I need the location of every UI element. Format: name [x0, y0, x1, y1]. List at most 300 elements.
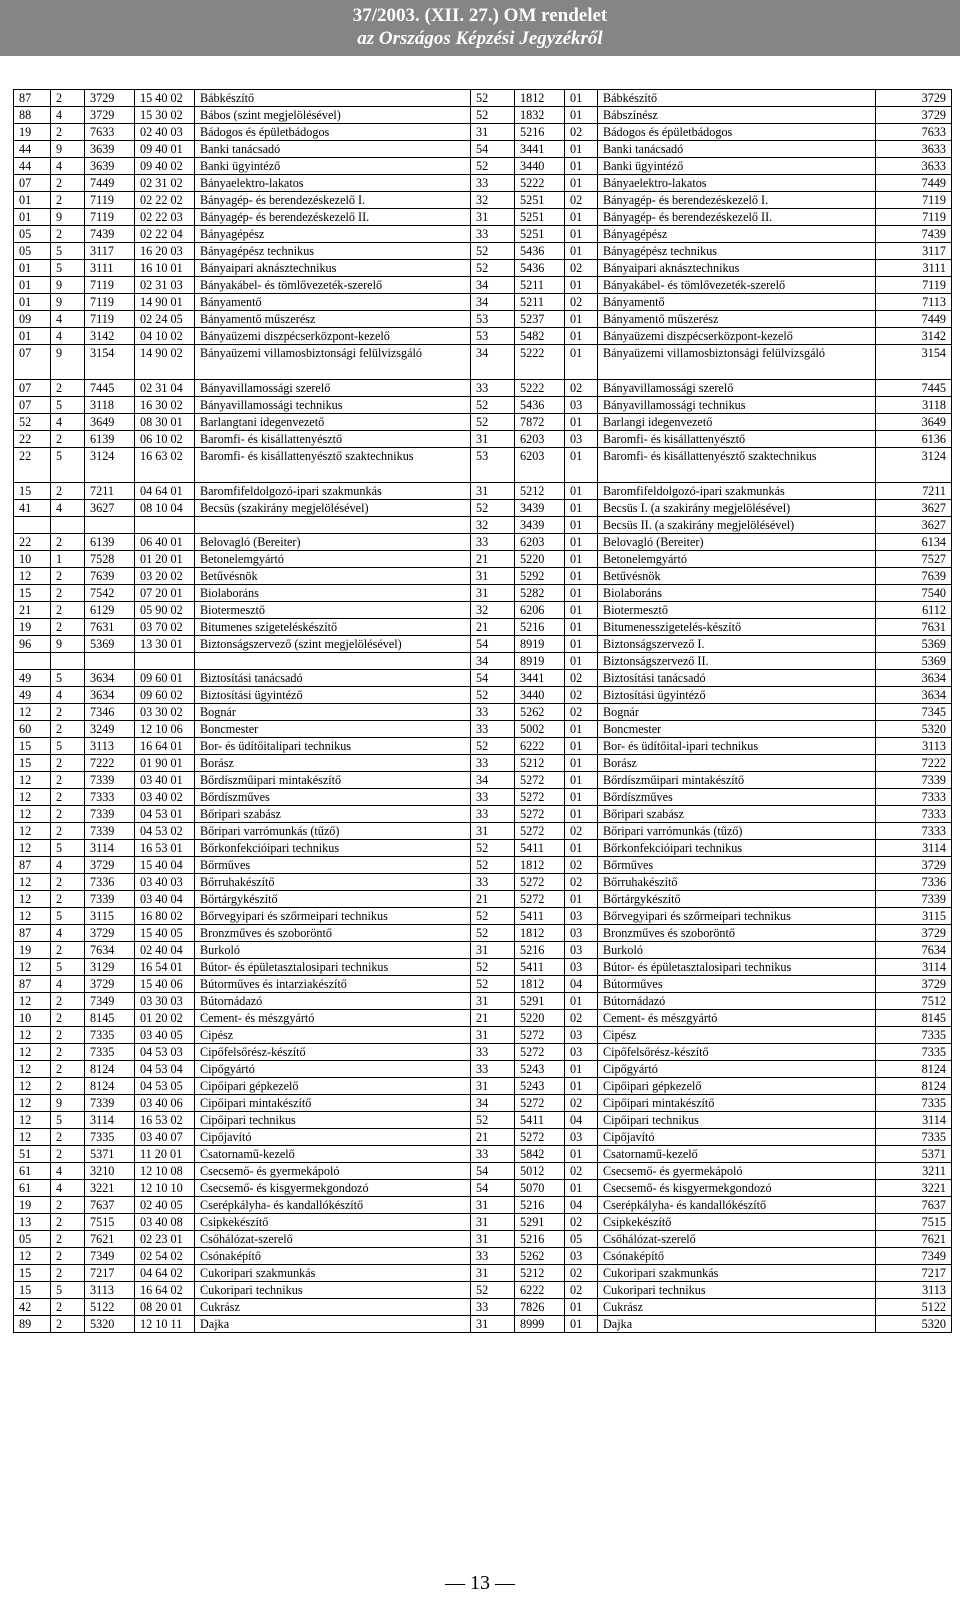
cell-col-code: [135, 653, 195, 670]
table-row: [14, 755, 952, 772]
cell-col-e: 5216: [515, 1231, 565, 1248]
cell-col-e: 1812: [515, 90, 565, 107]
cell-col-feor: 7336: [876, 874, 952, 891]
table-row: [14, 602, 952, 619]
cell-col-b: 2: [51, 806, 85, 823]
table-row: [14, 483, 952, 500]
cell-col-b: 2: [51, 1010, 85, 1027]
cell-col-e: 6222: [515, 1282, 565, 1299]
cell-col-e: 5216: [515, 1197, 565, 1214]
cell-col-name-old: Bányavillamossági technikus: [195, 397, 471, 414]
cell-col-b: 9: [51, 294, 85, 311]
cell-col-f: 01: [565, 328, 598, 345]
cell-col-f: 01: [565, 585, 598, 602]
cell-col-b: 2: [51, 483, 85, 500]
cell-col-d: 33: [471, 175, 515, 192]
cell-col-c: 7333: [85, 789, 135, 806]
cell-col-d: 33: [471, 1299, 515, 1316]
cell-col-code: 04 53 03: [135, 1044, 195, 1061]
cell-col-feor: 7637: [876, 1197, 952, 1214]
cell-col-c: 3210: [85, 1163, 135, 1180]
cell-col-code: 12 10 10: [135, 1180, 195, 1197]
cell-col-e: 5842: [515, 1146, 565, 1163]
cell-col-name-old: Bőrdíszműipari mintakészítő: [195, 772, 471, 789]
cell-col-name-new: Bőrdíszműves: [598, 789, 876, 806]
cell-col-feor: 7449: [876, 311, 952, 328]
cell-col-f: 02: [565, 260, 598, 277]
table-row: [14, 141, 952, 158]
cell-col-b: 2: [51, 789, 85, 806]
cell-col-code: 15 30 02: [135, 107, 195, 124]
cell-col-name-new: Cukoripari szakmunkás: [598, 1265, 876, 1282]
cell-col-c: 7542: [85, 585, 135, 602]
cell-col-name-old: Bútornádazó: [195, 993, 471, 1010]
cell-col-name-old: Bányagép- és berendezéskezelő I.: [195, 192, 471, 209]
cell-col-name-new: Bőrkonfekcióipari technikus: [598, 840, 876, 857]
cell-col-b: [51, 653, 85, 670]
cell-col-f: 01: [565, 141, 598, 158]
cell-col-d: 33: [471, 226, 515, 243]
cell-col-b: 4: [51, 311, 85, 328]
cell-col-c: 8124: [85, 1061, 135, 1078]
cell-col-a: 12: [14, 840, 51, 857]
cell-col-name-old: Bőrkonfekcióipari technikus: [195, 840, 471, 857]
cell-col-name-old: Bányaüzemi diszpécserközpont-kezelő: [195, 328, 471, 345]
cell-col-name-old: Bronzműves és szoboröntő: [195, 925, 471, 942]
table-row: [14, 1044, 952, 1061]
cell-col-f: 01: [565, 448, 598, 483]
cell-col-c: 3639: [85, 158, 135, 175]
cell-col-code: 03 40 08: [135, 1214, 195, 1231]
cell-col-e: 5291: [515, 1214, 565, 1231]
cell-col-a: 15: [14, 755, 51, 772]
cell-col-f: 01: [565, 90, 598, 107]
cell-col-e: 5220: [515, 1010, 565, 1027]
cell-col-name-old: Bor- és üdítőitalipari technikus: [195, 738, 471, 755]
cell-col-f: 03: [565, 1027, 598, 1044]
cell-col-d: 52: [471, 500, 515, 517]
cell-col-name-old: Bányagépész: [195, 226, 471, 243]
cell-col-a: 12: [14, 806, 51, 823]
cell-col-name-new: Bronzműves és szoboröntő: [598, 925, 876, 942]
cell-col-d: 52: [471, 107, 515, 124]
cell-col-a: 10: [14, 551, 51, 568]
cell-col-b: 2: [51, 1214, 85, 1231]
table-row: [14, 993, 952, 1010]
table-row: [14, 874, 952, 891]
cell-col-d: 31: [471, 1316, 515, 1333]
cell-col-name-new: Bútorműves: [598, 976, 876, 993]
table-row: [14, 1265, 952, 1282]
cell-col-a: 49: [14, 670, 51, 687]
cell-col-feor: 3634: [876, 670, 952, 687]
cell-col-name-old: Biztosítási tanácsadó: [195, 670, 471, 687]
table-row: [14, 243, 952, 260]
cell-col-code: 06 40 01: [135, 534, 195, 551]
cell-col-name-new: Banki ügyintéző: [598, 158, 876, 175]
cell-col-d: 31: [471, 124, 515, 141]
cell-col-name-new: Biztonságszervező II.: [598, 653, 876, 670]
table-row: [14, 1129, 952, 1146]
cell-col-c: 3639: [85, 141, 135, 158]
cell-col-c: 3221: [85, 1180, 135, 1197]
cell-col-code: 07 20 01: [135, 585, 195, 602]
cell-col-feor: 3114: [876, 840, 952, 857]
cell-col-feor: 3115: [876, 908, 952, 925]
cell-col-name-new: Bányavillamossági szerelő: [598, 380, 876, 397]
cell-col-code: 02 22 03: [135, 209, 195, 226]
cell-col-name-new: Bor- és üdítőital-ipari technikus: [598, 738, 876, 755]
cell-col-name-old: Cipőfelsőrész-készítő: [195, 1044, 471, 1061]
cell-col-b: 4: [51, 976, 85, 993]
cell-col-e: 5282: [515, 585, 565, 602]
cell-col-code: 16 54 01: [135, 959, 195, 976]
cell-col-b: 5: [51, 959, 85, 976]
cell-col-f: 01: [565, 1078, 598, 1095]
cell-col-a: 88: [14, 107, 51, 124]
cell-col-feor: 5320: [876, 1316, 952, 1333]
cell-col-c: 7445: [85, 380, 135, 397]
table-row: [14, 738, 952, 755]
cell-col-b: [51, 517, 85, 534]
cell-col-f: 01: [565, 1299, 598, 1316]
cell-col-d: 31: [471, 585, 515, 602]
cell-col-d: 52: [471, 1112, 515, 1129]
cell-col-name-old: Bútor- és épületasztalosipari technikus: [195, 959, 471, 976]
cell-col-feor: 3113: [876, 1282, 952, 1299]
cell-col-a: 41: [14, 500, 51, 517]
cell-col-b: 5: [51, 1112, 85, 1129]
cell-col-b: 9: [51, 345, 85, 380]
cell-col-f: 02: [565, 823, 598, 840]
table-row: [14, 840, 952, 857]
cell-col-d: 33: [471, 1146, 515, 1163]
cell-col-c: 3114: [85, 1112, 135, 1129]
cell-col-f: 01: [565, 500, 598, 517]
table-row: [14, 345, 952, 380]
cell-col-a: 12: [14, 959, 51, 976]
cell-col-a: 22: [14, 448, 51, 483]
cell-col-f: 01: [565, 158, 598, 175]
cell-col-b: 2: [51, 90, 85, 107]
table-row: [14, 1231, 952, 1248]
cell-col-b: 2: [51, 226, 85, 243]
table-row: [14, 226, 952, 243]
cell-col-feor: 7211: [876, 483, 952, 500]
cell-col-d: 31: [471, 209, 515, 226]
cell-col-f: 03: [565, 397, 598, 414]
cell-col-c: [85, 653, 135, 670]
cell-col-code: 02 31 03: [135, 277, 195, 294]
cell-col-d: 31: [471, 1265, 515, 1282]
cell-col-code: 02 22 04: [135, 226, 195, 243]
cell-col-name-new: Csőhálózat-szerelő: [598, 1231, 876, 1248]
cell-col-b: 9: [51, 141, 85, 158]
cell-col-b: 5: [51, 243, 85, 260]
cell-col-e: 5436: [515, 260, 565, 277]
cell-col-feor: 3221: [876, 1180, 952, 1197]
cell-col-b: 1: [51, 551, 85, 568]
cell-col-e: 5482: [515, 328, 565, 345]
cell-col-name-new: Biolaboráns: [598, 585, 876, 602]
cell-col-b: 4: [51, 687, 85, 704]
cell-col-e: 5411: [515, 908, 565, 925]
cell-col-code: 16 64 01: [135, 738, 195, 755]
table-row: [14, 908, 952, 925]
cell-col-a: 12: [14, 1112, 51, 1129]
cell-col-name-old: Bányamentő műszerész: [195, 311, 471, 328]
cell-col-a: 22: [14, 431, 51, 448]
cell-col-name-new: Dajka: [598, 1316, 876, 1333]
cell-col-e: 5251: [515, 209, 565, 226]
cell-col-name-new: Baromfi- és kisállattenyésztő: [598, 431, 876, 448]
cell-col-a: 01: [14, 260, 51, 277]
cell-col-c: 7217: [85, 1265, 135, 1282]
cell-col-code: 03 40 03: [135, 874, 195, 891]
cell-col-name-old: Betűvésnök: [195, 568, 471, 585]
cell-col-a: 87: [14, 857, 51, 874]
cell-col-name-old: Biolaboráns: [195, 585, 471, 602]
cell-col-code: 16 53 02: [135, 1112, 195, 1129]
table-row: [14, 857, 952, 874]
cell-col-code: 02 54 02: [135, 1248, 195, 1265]
cell-col-name-new: Baromfifeldolgozó-ipari szakmunkás: [598, 483, 876, 500]
cell-col-a: [14, 517, 51, 534]
cell-col-b: 2: [51, 568, 85, 585]
cell-col-c: 8124: [85, 1078, 135, 1095]
cell-col-name-new: Bőrruhakészítő: [598, 874, 876, 891]
cell-col-a: 12: [14, 908, 51, 925]
cell-col-d: 31: [471, 431, 515, 448]
table-row: [14, 124, 952, 141]
cell-col-a: 44: [14, 141, 51, 158]
cell-col-code: 03 70 02: [135, 619, 195, 636]
cell-col-e: 5272: [515, 874, 565, 891]
cell-col-a: 52: [14, 414, 51, 431]
table-row: [14, 1095, 952, 1112]
cell-col-c: 7222: [85, 755, 135, 772]
cell-col-e: 1812: [515, 857, 565, 874]
cell-col-c: 7346: [85, 704, 135, 721]
cell-col-c: 7119: [85, 192, 135, 209]
cell-col-f: 02: [565, 124, 598, 141]
cell-col-name-old: Borász: [195, 755, 471, 772]
cell-col-e: 7826: [515, 1299, 565, 1316]
cell-col-f: 01: [565, 721, 598, 738]
cell-col-c: 3114: [85, 840, 135, 857]
table-row: [14, 1180, 952, 1197]
cell-col-name-old: Belovagló (Bereiter): [195, 534, 471, 551]
cell-col-f: 04: [565, 1197, 598, 1214]
cell-col-name-old: Bőrvegyipari és szőrmeipari technikus: [195, 908, 471, 925]
cell-col-name-new: Cipőipari gépkezelő: [598, 1078, 876, 1095]
cell-col-name-new: Csecsemő- és gyermekápoló: [598, 1163, 876, 1180]
table-row: [14, 721, 952, 738]
cell-col-d: 52: [471, 908, 515, 925]
cell-col-name-new: Bábkészítő: [598, 90, 876, 107]
cell-col-f: 02: [565, 857, 598, 874]
table-row: [14, 1299, 952, 1316]
cell-col-b: 2: [51, 619, 85, 636]
table-row: [14, 277, 952, 294]
cell-col-feor: 7345: [876, 704, 952, 721]
cell-col-f: 05: [565, 1231, 598, 1248]
cell-col-d: 33: [471, 721, 515, 738]
table-row: [14, 500, 952, 517]
cell-col-name-old: Bábkészítő: [195, 90, 471, 107]
cell-col-e: 7872: [515, 414, 565, 431]
cell-col-c: 7335: [85, 1044, 135, 1061]
cell-col-code: 15 40 02: [135, 90, 195, 107]
cell-col-feor: 8124: [876, 1078, 952, 1095]
cell-col-e: 5212: [515, 755, 565, 772]
cell-col-a: 05: [14, 226, 51, 243]
cell-col-name-new: Burkoló: [598, 942, 876, 959]
cell-col-a: 01: [14, 294, 51, 311]
cell-col-f: 01: [565, 175, 598, 192]
table-row: [14, 448, 952, 483]
table-row: [14, 619, 952, 636]
cell-col-name-new: Cement- és mészgyártó: [598, 1010, 876, 1027]
cell-col-b: 5: [51, 670, 85, 687]
cell-col-a: 87: [14, 976, 51, 993]
cell-col-b: 2: [51, 772, 85, 789]
cell-col-f: 01: [565, 277, 598, 294]
cell-col-d: 54: [471, 636, 515, 653]
cell-col-e: 5262: [515, 1248, 565, 1265]
cell-col-f: 01: [565, 243, 598, 260]
cell-col-a: 49: [14, 687, 51, 704]
cell-col-feor: 3634: [876, 687, 952, 704]
cell-col-name-old: Bányaipari aknásztechnikus: [195, 260, 471, 277]
cell-col-f: 01: [565, 772, 598, 789]
cell-col-name-old: Betonelemgyártó: [195, 551, 471, 568]
table-row: [14, 260, 952, 277]
cell-col-c: 7528: [85, 551, 135, 568]
cell-col-code: 02 24 05: [135, 311, 195, 328]
cell-col-d: 31: [471, 942, 515, 959]
cell-col-c: 7119: [85, 209, 135, 226]
cell-col-name-new: Bőripari varrómunkás (tűző): [598, 823, 876, 840]
table-row: [14, 1061, 952, 1078]
cell-col-feor: 3729: [876, 90, 952, 107]
cell-col-d: 34: [471, 294, 515, 311]
cell-col-f: 01: [565, 636, 598, 653]
cell-col-c: 7621: [85, 1231, 135, 1248]
cell-col-f: 03: [565, 908, 598, 925]
cell-col-a: 12: [14, 772, 51, 789]
cell-col-b: 2: [51, 755, 85, 772]
cell-col-c: 3729: [85, 107, 135, 124]
cell-col-d: 21: [471, 619, 515, 636]
cell-col-f: 01: [565, 602, 598, 619]
cell-col-feor: 6112: [876, 602, 952, 619]
cell-col-d: 33: [471, 806, 515, 823]
table-row: [14, 1112, 952, 1129]
cell-col-c: 3115: [85, 908, 135, 925]
cell-col-c: 3111: [85, 260, 135, 277]
cell-col-name-old: Bányakábel- és tömlővezeték-szerelő: [195, 277, 471, 294]
cell-col-a: 05: [14, 1231, 51, 1248]
cell-col-e: 6203: [515, 448, 565, 483]
cell-col-code: 12 10 08: [135, 1163, 195, 1180]
cell-col-e: 6203: [515, 431, 565, 448]
cell-col-c: 6129: [85, 602, 135, 619]
cell-col-a: 12: [14, 1027, 51, 1044]
cell-col-code: 04 64 01: [135, 483, 195, 500]
cell-col-name-new: Bádogos és épületbádogos: [598, 124, 876, 141]
cell-col-f: 03: [565, 942, 598, 959]
cell-col-e: 5251: [515, 192, 565, 209]
cell-col-e: 5272: [515, 1044, 565, 1061]
cell-col-d: 34: [471, 277, 515, 294]
cell-col-d: 31: [471, 823, 515, 840]
cell-col-e: 5211: [515, 277, 565, 294]
cell-col-d: 53: [471, 328, 515, 345]
cell-col-d: 33: [471, 755, 515, 772]
cell-col-feor: 7333: [876, 789, 952, 806]
cell-col-e: 1812: [515, 925, 565, 942]
cell-col-feor: 7631: [876, 619, 952, 636]
cell-col-c: 3634: [85, 670, 135, 687]
cell-col-code: 08 20 01: [135, 1299, 195, 1316]
cell-col-feor: 5122: [876, 1299, 952, 1316]
cell-col-e: 3439: [515, 517, 565, 534]
qualification-table: [13, 89, 952, 1333]
cell-col-e: 5243: [515, 1061, 565, 1078]
cell-col-f: 03: [565, 959, 598, 976]
cell-col-name-old: [195, 517, 471, 534]
cell-col-c: 7633: [85, 124, 135, 141]
cell-col-c: 5122: [85, 1299, 135, 1316]
cell-col-d: 52: [471, 959, 515, 976]
cell-col-name-old: Cserépkályha- és kandallókészítő: [195, 1197, 471, 1214]
cell-col-feor: 7335: [876, 1044, 952, 1061]
cell-col-f: 03: [565, 1044, 598, 1061]
cell-col-b: 5: [51, 738, 85, 755]
table-row: [14, 653, 952, 670]
table-row: [14, 687, 952, 704]
cell-col-f: 01: [565, 534, 598, 551]
cell-col-b: 2: [51, 124, 85, 141]
cell-col-name-old: Bányaelektro-lakatos: [195, 175, 471, 192]
cell-col-code: 03 40 07: [135, 1129, 195, 1146]
cell-col-code: 04 64 02: [135, 1265, 195, 1282]
cell-col-name-old: Bányamentő: [195, 294, 471, 311]
cell-col-e: 6222: [515, 738, 565, 755]
cell-col-feor: 5369: [876, 653, 952, 670]
cell-col-code: 03 20 02: [135, 568, 195, 585]
cell-col-c: 7634: [85, 942, 135, 959]
cell-col-b: 9: [51, 636, 85, 653]
cell-col-name-old: Csecsemő- és kisgyermekgondozó: [195, 1180, 471, 1197]
cell-col-b: 9: [51, 209, 85, 226]
cell-col-d: 53: [471, 311, 515, 328]
cell-col-f: 01: [565, 806, 598, 823]
table-row: [14, 158, 952, 175]
cell-col-a: 09: [14, 311, 51, 328]
cell-col-name-old: Cukoripari technikus: [195, 1282, 471, 1299]
cell-col-name-new: Bányagépész: [598, 226, 876, 243]
cell-col-f: 01: [565, 551, 598, 568]
cell-col-feor: 7335: [876, 1027, 952, 1044]
table-row: [14, 772, 952, 789]
cell-col-e: 5436: [515, 397, 565, 414]
cell-col-name-new: Cipőipari technikus: [598, 1112, 876, 1129]
cell-col-name-new: Cserépkályha- és kandallókészítő: [598, 1197, 876, 1214]
cell-col-feor: 7119: [876, 277, 952, 294]
cell-col-name-new: Csipkekészítő: [598, 1214, 876, 1231]
